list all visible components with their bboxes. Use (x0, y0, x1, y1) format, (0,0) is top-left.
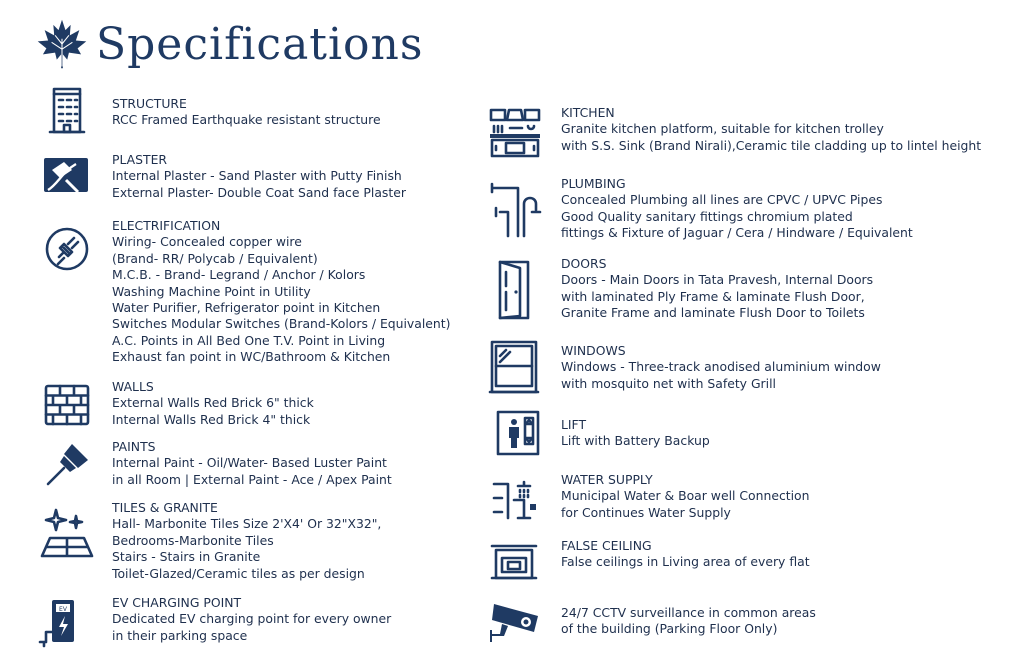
spec-title: KITCHEN (561, 105, 615, 120)
page-title: Specifications (96, 18, 424, 70)
spec-line: Exhaust fan point in WC/Bathroom & Kitchen (112, 349, 391, 365)
spec-title: WINDOWS (561, 343, 626, 358)
spec-line: RCC Framed Earthquake resistant structure (112, 112, 381, 128)
window-icon (488, 340, 540, 396)
spec-line: External Walls Red Brick 6" thick (112, 395, 314, 411)
spec-title: WATER SUPPLY (561, 472, 653, 487)
spec-line: Water Purifier, Refrigerator point in Kitchen (112, 300, 381, 316)
kitchen-icon (488, 106, 542, 160)
spec-line: M.C.B. - Brand- Legrand / Anchor / Kolors (112, 267, 366, 283)
false-ceiling-icon (490, 542, 538, 582)
spec-line: Municipal Water & Boar well Connection (561, 488, 810, 504)
spec-line: Windows - Three-track anodised aluminium window (561, 359, 881, 375)
spec-title: PAINTS (112, 439, 156, 454)
spec-title: PLUMBING (561, 176, 626, 191)
spec-line: Switches Modular Switches (Brand-Kolors / Equivalent) (112, 316, 451, 332)
spec-line: fittings & Fixture of Jaguar / Cera / Hindware / Equivalent (561, 225, 913, 241)
paint-brush-icon (42, 440, 92, 490)
spec-line: in all Room | External Paint - Ace / Apex Paint (112, 471, 392, 487)
spec-line: Internal Plaster - Sand Plaster with Putty Finish (112, 168, 402, 184)
spec-line: with laminated Ply Frame & laminate Flush Door, (561, 288, 865, 304)
spec-line: Stairs - Stairs in Granite (112, 549, 261, 565)
spec-line: Toilet-Glazed/Ceramic tiles as per design (112, 565, 365, 581)
cctv-camera-icon (488, 600, 542, 644)
spec-title: LIFT (561, 417, 587, 432)
lift-icon (494, 408, 540, 456)
spec-line: Granite kitchen platform, suitable for kitchen trolley (561, 121, 884, 137)
spec-title: TILES & GRANITE (112, 500, 218, 515)
spec-line: False ceilings in Living area of every flat (561, 554, 810, 570)
spec-line: Hall- Marbonite Tiles Size 2'X4' Or 32"X32", (112, 516, 382, 532)
spec-title: PLASTER (112, 152, 168, 167)
ev-charger-icon (36, 596, 88, 648)
spec-title: ELECTRIFICATION (112, 218, 221, 233)
spec-line: Internal Paint - Oil/Water- Based Luster Paint (112, 455, 387, 471)
page-header (36, 12, 423, 76)
spec-line: Bedrooms-Marbonite Tiles (112, 532, 274, 548)
spec-title: FALSE CEILING (561, 538, 652, 553)
spec-line: Internal Walls Red Brick 4" thick (112, 411, 311, 427)
spec-line: Washing Machine Point in Utility (112, 283, 311, 299)
spec-line: in their parking space (112, 627, 248, 643)
spec-line: Dedicated EV charging point for every owner (112, 611, 392, 627)
spec-line: 24/7 CCTV surveillance in common areas (561, 605, 816, 620)
maple-leaf-icon (36, 18, 88, 70)
door-icon (494, 260, 534, 320)
spec-line: (Brand- RR/ Polycab / Equivalent) (112, 250, 318, 266)
spec-line: External Plaster- Double Coat Sand face Plaster (112, 184, 406, 200)
spec-line: A.C. Points in All Bed One T.V. Point in Living (112, 332, 386, 348)
spec-line: Good Quality sanitary fittings chromium plated (561, 208, 853, 224)
spec-line: Wiring- Concealed copper wire (112, 234, 302, 250)
ev-label: EV (59, 606, 67, 613)
water-supply-icon (490, 474, 540, 524)
tiles-sparkle-icon (38, 506, 96, 560)
plaster-trowel-icon (42, 150, 92, 200)
spec-line: with mosquito net with Safety Grill (561, 375, 776, 391)
spec-title: STRUCTURE (112, 96, 187, 111)
spec-line: Concealed Plumbing all lines are CPVC / UPVC Pipes (561, 192, 883, 208)
spec-line: of the building (Parking Floor Only) (561, 621, 778, 637)
spec-title: DOORS (561, 256, 607, 271)
spec-line: with S.S. Sink (Brand Nirali),Ceramic tile cladding up to lintel height (561, 137, 982, 153)
plug-icon (42, 224, 92, 274)
spec-line: for Continues Water Supply (561, 504, 731, 520)
spec-title: EV CHARGING POINT (112, 595, 242, 610)
spec-title: WALLS (112, 379, 154, 394)
spec-line: Granite Frame and laminate Flush Door to Toilets (561, 305, 865, 321)
spec-line: Doors - Main Doors in Tata Pravesh, Internal Doors (561, 272, 874, 288)
pipes-icon (488, 182, 542, 238)
building-icon (42, 86, 92, 136)
spec-line: Lift with Battery Backup (561, 433, 710, 449)
brick-wall-icon (42, 380, 92, 430)
